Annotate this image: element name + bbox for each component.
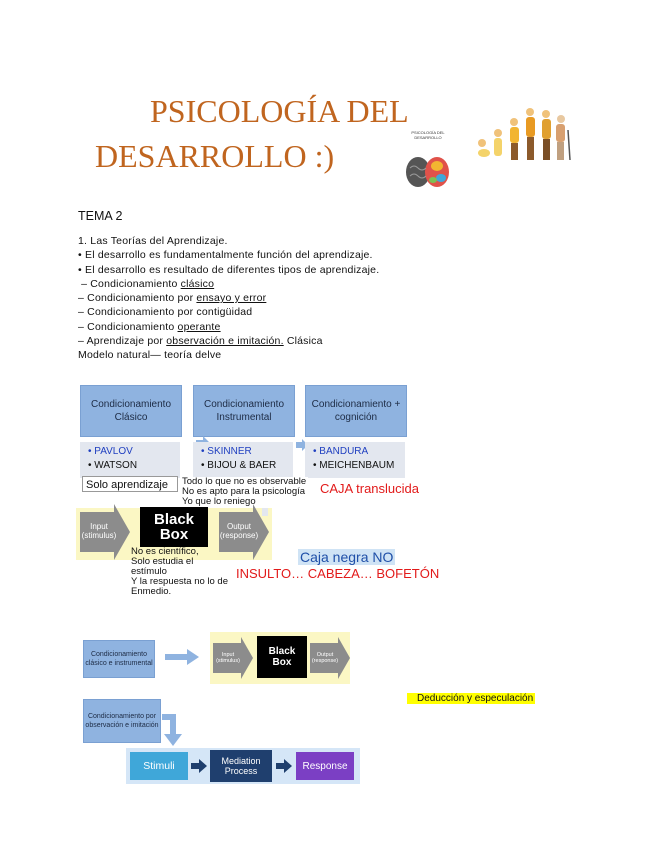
page-title-line2: DESARROLLO :) bbox=[95, 138, 335, 174]
output-label: Output (response) bbox=[311, 652, 339, 664]
author-meichenbaum: • MEICHENBAUM bbox=[313, 460, 395, 471]
caja-negra-note: Caja negra NO bbox=[300, 549, 394, 565]
notes-block bbox=[78, 234, 379, 363]
author-pavlov: • PAVLOV bbox=[88, 446, 133, 457]
handwritten-note-solo-aprendizaje: Solo aprendizaje bbox=[82, 476, 178, 492]
response-box: Response bbox=[296, 752, 354, 780]
black-box: Black Box bbox=[140, 507, 208, 547]
highlight-deduccion: Deducción y especulación bbox=[407, 693, 535, 704]
author-watson: • WATSON bbox=[88, 460, 138, 471]
author-bandura: • BANDURA bbox=[313, 446, 369, 457]
mediation-process-box: Mediation Process bbox=[210, 750, 272, 782]
input-label: Input (stimulus) bbox=[216, 652, 240, 664]
brain-book-image bbox=[404, 130, 452, 192]
note-text: Clásica bbox=[283, 335, 323, 348]
stimuli-box: Stimuli bbox=[130, 752, 188, 780]
note-line: 1. Las Teorías del Aprendizaje. bbox=[78, 235, 228, 247]
section-heading: TEMA 2 bbox=[78, 209, 123, 223]
note-line bbox=[78, 334, 379, 348]
arrow-right-icon bbox=[165, 649, 199, 665]
authors-col2 bbox=[193, 442, 293, 478]
note-underlined: ensayo y error bbox=[196, 292, 267, 305]
page-title-line1: PSICOLOGÍA DEL bbox=[150, 93, 409, 129]
handwritten-note-no-cientifico bbox=[131, 547, 231, 597]
note-line: Modelo natural— teoría delve bbox=[78, 349, 222, 362]
box-condicionamiento-instrumental: Condicionamiento Instrumental bbox=[193, 385, 295, 437]
author-bijou-baer: • BIJOU & BAER bbox=[201, 460, 277, 471]
note-text: – Condicionamiento bbox=[78, 320, 178, 333]
human-development-stages-image bbox=[472, 100, 572, 162]
input-label: Input (stimulus) bbox=[81, 522, 117, 540]
note-line: • El desarrollo es fundamentalmente función del aprendizaje. bbox=[78, 249, 373, 262]
box-clasico-instrumental: Condicionamiento clásico e instrumental bbox=[83, 640, 155, 678]
note-line: • El desarrollo es resultado de diferentes tipos de aprendizaje. bbox=[78, 263, 380, 276]
note-line: Solo estudia el estímulo bbox=[131, 556, 194, 577]
note-underlined: observación e imitación. bbox=[166, 335, 284, 348]
caja-translucida-note: CAJA translucida bbox=[320, 481, 419, 496]
note-line: Y la respuesta no lo de bbox=[131, 576, 229, 587]
note-text: – Condicionamiento por bbox=[78, 292, 197, 305]
note-line: No es científico, bbox=[131, 546, 199, 557]
note-text: – Aprendizaje por bbox=[78, 335, 167, 348]
note-line bbox=[78, 277, 379, 291]
authors-col3 bbox=[305, 442, 405, 478]
black-box: Black Box bbox=[257, 636, 307, 678]
note-line bbox=[78, 320, 379, 334]
insulto-note: INSULTO… CABEZA… BOFETÓN bbox=[236, 566, 440, 581]
arrow-right-icon bbox=[191, 759, 207, 773]
note-line: Enmedio. bbox=[131, 586, 172, 597]
note-underlined: operante bbox=[177, 320, 221, 333]
box-condicionamiento-clasico: Condicionamiento Clásico bbox=[80, 385, 182, 437]
note-text: – Condicionamiento bbox=[78, 277, 181, 290]
handwritten-note-observable bbox=[182, 477, 308, 507]
output-label: Output (response) bbox=[219, 522, 259, 540]
note-line: – Condicionamiento por contigüidad bbox=[78, 306, 253, 319]
note-line: No es apto para la psicología bbox=[182, 486, 306, 497]
note-underlined: clásico bbox=[180, 277, 215, 290]
box-observacion-imitacion: Condicionamiento por observación e imitación bbox=[83, 699, 161, 743]
author-skinner: • SKINNER bbox=[201, 446, 252, 457]
note-line bbox=[78, 291, 379, 305]
note-line: Todo lo que no es observable bbox=[182, 476, 307, 487]
box-condicionamiento-cognicion: Condicionamiento + cognición bbox=[305, 385, 407, 437]
bent-arrow-icon bbox=[162, 712, 188, 746]
note-line: Yo que lo reniego bbox=[182, 496, 256, 507]
brain-book-label: PSICOLOGÍA DEL DESARROLLO bbox=[411, 130, 445, 140]
authors-col1 bbox=[80, 442, 180, 478]
brain-icon bbox=[404, 140, 452, 190]
arrow-right-icon bbox=[276, 759, 292, 773]
